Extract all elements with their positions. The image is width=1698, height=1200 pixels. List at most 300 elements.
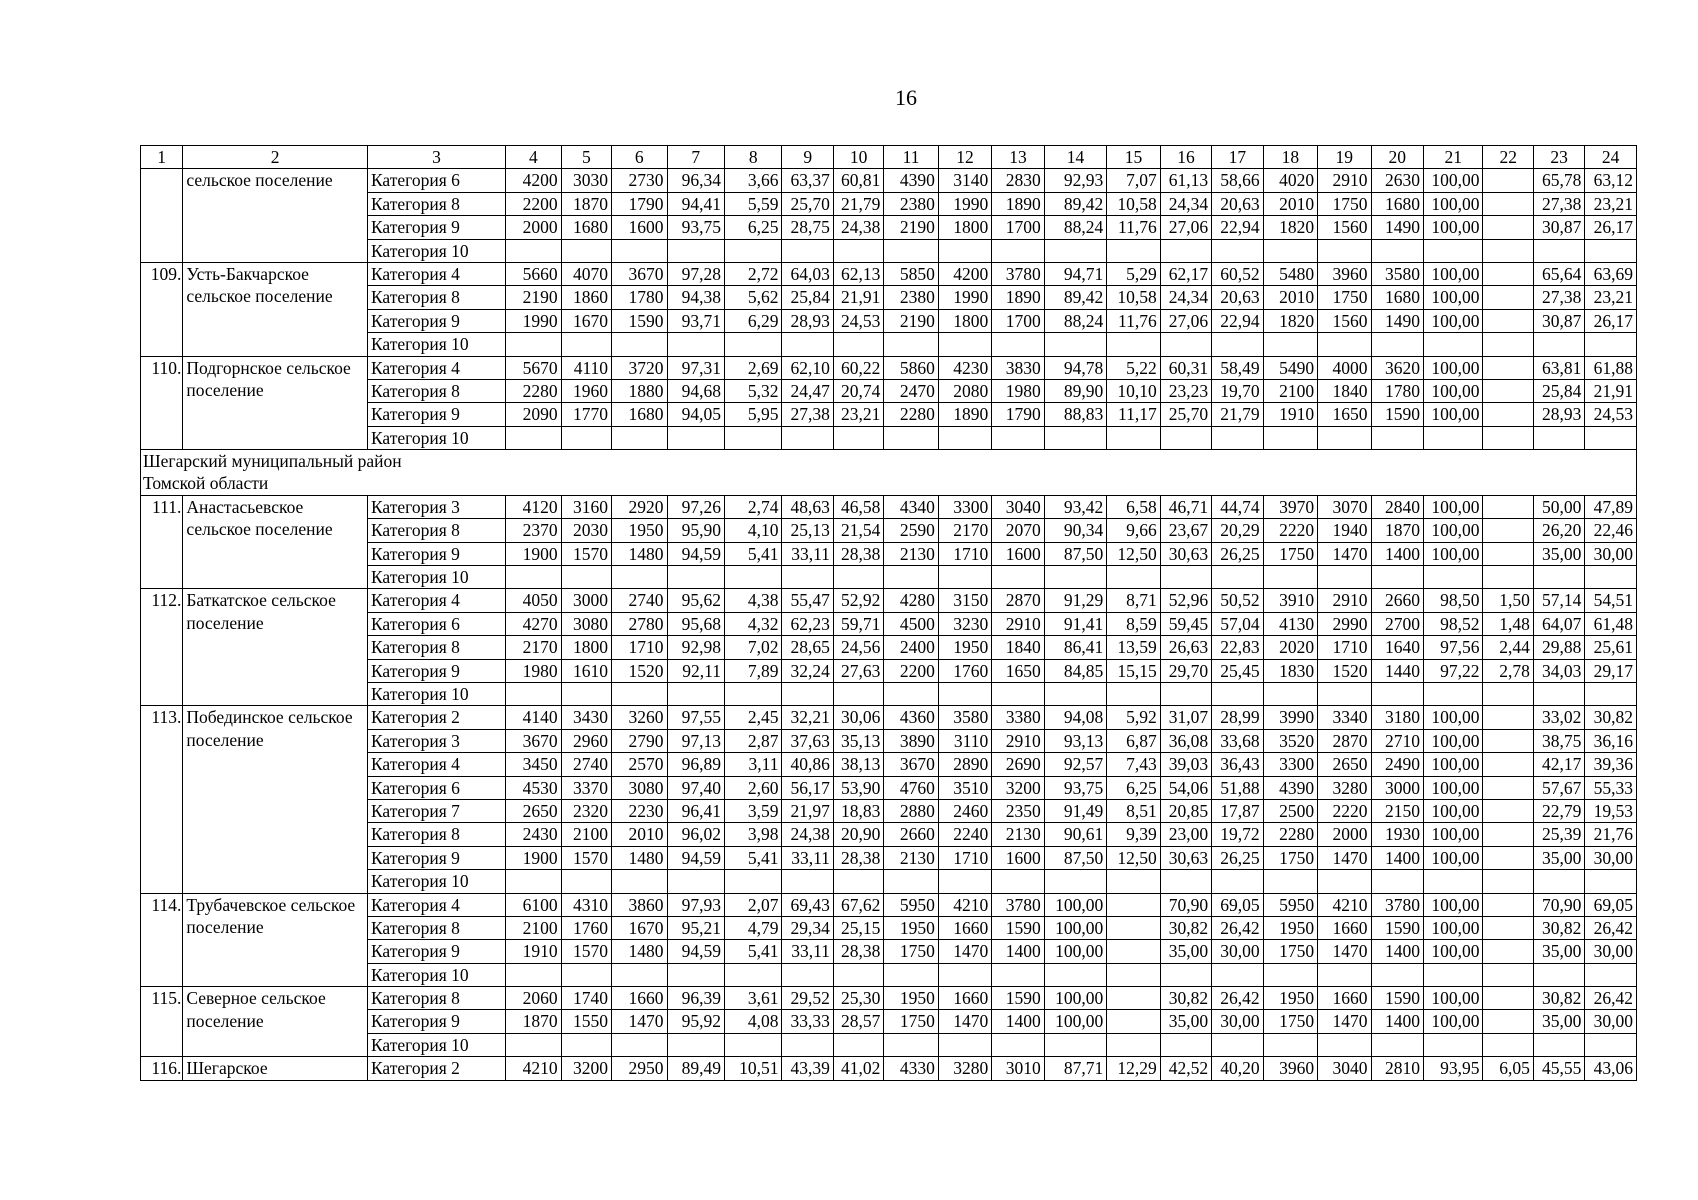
value-cell: 1400 [1371, 846, 1423, 869]
column-number: 18 [1263, 146, 1317, 169]
value-cell: 5860 [884, 356, 938, 379]
value-cell [1533, 1033, 1584, 1056]
value-cell: 3780 [1371, 893, 1423, 916]
value-cell: 100,00 [1423, 192, 1483, 215]
row-number: 109. [141, 262, 183, 356]
column-number: 19 [1318, 146, 1371, 169]
value-cell [1533, 870, 1584, 893]
value-cell [667, 683, 724, 706]
value-cell: 1750 [884, 1010, 938, 1033]
value-cell [1483, 286, 1533, 309]
value-cell: 1470 [938, 1010, 991, 1033]
value-cell: 46,71 [1160, 495, 1211, 518]
value-cell: 48,63 [782, 495, 833, 518]
column-number: 22 [1483, 146, 1533, 169]
value-cell: 35,00 [1533, 1010, 1584, 1033]
value-cell [833, 683, 883, 706]
category-cell: Категория 4 [367, 589, 505, 612]
value-cell: 25,45 [1212, 659, 1263, 682]
value-cell: 28,65 [782, 636, 833, 659]
value-cell: 5,92 [1107, 706, 1160, 729]
value-cell: 32,24 [782, 659, 833, 682]
value-cell: 8,51 [1107, 799, 1160, 822]
value-cell: 1890 [992, 192, 1044, 215]
value-cell [1371, 963, 1423, 986]
value-cell: 1800 [938, 309, 991, 332]
value-cell: 1870 [506, 1010, 561, 1033]
value-cell [1483, 566, 1533, 589]
value-cell: 1640 [1371, 636, 1423, 659]
value-cell: 8,59 [1107, 612, 1160, 635]
value-cell: 3030 [561, 169, 611, 192]
value-cell: 88,24 [1044, 309, 1107, 332]
value-cell: 100,00 [1423, 987, 1483, 1010]
value-cell: 2000 [1318, 823, 1371, 846]
value-cell: 2080 [938, 379, 991, 402]
value-cell: 100,00 [1044, 893, 1107, 916]
value-cell: 61,13 [1160, 169, 1211, 192]
value-cell: 1,48 [1483, 612, 1533, 635]
value-cell: 27,63 [833, 659, 883, 682]
value-cell: 100,00 [1423, 893, 1483, 916]
value-cell: 3670 [506, 729, 561, 752]
value-cell: 1680 [1371, 192, 1423, 215]
value-cell: 3380 [992, 706, 1044, 729]
value-cell: 1700 [992, 216, 1044, 239]
value-cell: 93,75 [1044, 776, 1107, 799]
value-cell: 3000 [1371, 776, 1423, 799]
value-cell: 94,05 [667, 403, 724, 426]
value-cell: 58,49 [1212, 356, 1263, 379]
value-cell: 11,17 [1107, 403, 1160, 426]
value-cell: 25,15 [833, 916, 883, 939]
value-cell: 30,63 [1160, 846, 1211, 869]
column-number: 16 [1160, 146, 1211, 169]
value-cell [561, 963, 611, 986]
value-cell: 2220 [1263, 519, 1317, 542]
value-cell: 60,81 [833, 169, 883, 192]
value-cell: 1990 [938, 192, 991, 215]
value-cell: 1660 [938, 916, 991, 939]
column-number: 12 [938, 146, 991, 169]
value-cell: 2380 [884, 192, 938, 215]
value-cell: 1480 [612, 940, 667, 963]
value-cell [1483, 519, 1533, 542]
value-cell [1160, 333, 1211, 356]
value-cell: 2730 [612, 169, 667, 192]
value-cell: 1400 [1371, 940, 1423, 963]
value-cell: 1660 [1318, 916, 1371, 939]
value-cell: 3960 [1263, 1057, 1317, 1080]
value-cell: 1840 [1318, 379, 1371, 402]
value-cell: 97,28 [667, 262, 724, 285]
value-cell [1423, 683, 1483, 706]
value-cell: 3010 [992, 1057, 1044, 1080]
row-number: 113. [141, 706, 183, 893]
value-cell: 1670 [561, 309, 611, 332]
value-cell: 87,71 [1044, 1057, 1107, 1080]
value-cell: 3370 [561, 776, 611, 799]
value-cell: 19,53 [1585, 799, 1637, 822]
value-cell: 28,38 [833, 940, 883, 963]
value-cell [506, 683, 561, 706]
value-cell: 1750 [884, 940, 938, 963]
value-cell [1318, 963, 1371, 986]
value-cell: 36,43 [1212, 753, 1263, 776]
value-cell [884, 566, 938, 589]
category-cell: Категория 9 [367, 846, 505, 869]
value-cell: 43,06 [1585, 1057, 1637, 1080]
value-cell: 4330 [884, 1057, 938, 1080]
value-cell: 100,00 [1044, 940, 1107, 963]
value-cell: 1480 [612, 846, 667, 869]
value-cell: 35,00 [1533, 542, 1584, 565]
value-cell: 6,29 [725, 309, 782, 332]
value-cell [1483, 753, 1533, 776]
value-cell: 18,83 [833, 799, 883, 822]
value-cell [1263, 1033, 1317, 1056]
value-cell: 4050 [506, 589, 561, 612]
column-number: 8 [725, 146, 782, 169]
value-cell: 30,87 [1533, 309, 1584, 332]
value-cell [725, 1033, 782, 1056]
value-cell: 2740 [612, 589, 667, 612]
value-cell [1160, 1033, 1211, 1056]
column-number: 7 [667, 146, 724, 169]
value-cell [1533, 683, 1584, 706]
value-cell: 1980 [506, 659, 561, 682]
value-cell [1263, 333, 1317, 356]
value-cell [1107, 239, 1160, 262]
value-cell: 2130 [884, 542, 938, 565]
value-cell: 4140 [506, 706, 561, 729]
value-cell: 2010 [612, 823, 667, 846]
value-cell: 36,16 [1585, 729, 1637, 752]
value-cell: 3960 [1318, 262, 1371, 285]
value-cell: 1470 [1318, 542, 1371, 565]
value-cell: 4,32 [725, 612, 782, 635]
value-cell: 100,00 [1423, 729, 1483, 752]
value-cell: 2280 [1263, 823, 1317, 846]
value-cell: 93,42 [1044, 495, 1107, 518]
value-cell: 69,05 [1585, 893, 1637, 916]
value-cell [667, 1033, 724, 1056]
value-cell [1371, 333, 1423, 356]
value-cell: 6100 [506, 893, 561, 916]
value-cell: 1870 [561, 192, 611, 215]
column-number: 5 [561, 146, 611, 169]
value-cell: 26,25 [1212, 542, 1263, 565]
value-cell: 20,90 [833, 823, 883, 846]
value-cell: 41,02 [833, 1057, 883, 1080]
value-cell: 4,10 [725, 519, 782, 542]
value-cell [506, 239, 561, 262]
value-cell: 12,29 [1107, 1057, 1160, 1080]
value-cell: 2170 [938, 519, 991, 542]
value-cell: 5,41 [725, 940, 782, 963]
category-cell: Категория 4 [367, 753, 505, 776]
value-cell: 30,00 [1585, 542, 1637, 565]
value-cell: 70,90 [1160, 893, 1211, 916]
value-cell: 60,22 [833, 356, 883, 379]
value-cell [1318, 870, 1371, 893]
value-cell: 100,00 [1423, 262, 1483, 285]
category-cell: Категория 4 [367, 356, 505, 379]
value-cell: 100,00 [1423, 403, 1483, 426]
value-cell: 1760 [561, 916, 611, 939]
value-cell: 1660 [612, 987, 667, 1010]
value-cell: 1550 [561, 1010, 611, 1033]
value-cell: 4390 [884, 169, 938, 192]
value-cell: 1930 [1371, 823, 1423, 846]
value-cell [725, 333, 782, 356]
value-cell: 2130 [884, 846, 938, 869]
value-cell: 98,50 [1423, 589, 1483, 612]
value-cell: 20,74 [833, 379, 883, 402]
value-cell: 5950 [884, 893, 938, 916]
category-cell: Категория 3 [367, 729, 505, 752]
value-cell: 1980 [992, 379, 1044, 402]
value-cell: 1670 [612, 916, 667, 939]
value-cell: 25,39 [1533, 823, 1584, 846]
value-cell [667, 566, 724, 589]
value-cell: 3300 [1263, 753, 1317, 776]
value-cell [1483, 192, 1533, 215]
value-cell: 2030 [561, 519, 611, 542]
value-cell: 6,87 [1107, 729, 1160, 752]
value-cell [1107, 940, 1160, 963]
value-cell [561, 1033, 611, 1056]
value-cell [884, 683, 938, 706]
value-cell: 3910 [1263, 589, 1317, 612]
value-cell [782, 333, 833, 356]
value-cell: 70,90 [1533, 893, 1584, 916]
value-cell: 1710 [938, 542, 991, 565]
category-cell: Категория 8 [367, 519, 505, 542]
value-cell [561, 239, 611, 262]
region-heading: Шегарский муниципальный район Томской области [141, 450, 1637, 496]
value-cell [506, 426, 561, 449]
value-cell: 100,00 [1423, 542, 1483, 565]
value-cell: 2910 [1318, 589, 1371, 612]
category-cell: Категория 10 [367, 963, 505, 986]
value-cell [612, 566, 667, 589]
value-cell: 4120 [506, 495, 561, 518]
value-cell [938, 683, 991, 706]
settlement-name: Трубачевское сельское поселение [183, 893, 368, 987]
value-cell: 96,34 [667, 169, 724, 192]
value-cell [1212, 683, 1263, 706]
value-cell: 12,50 [1107, 846, 1160, 869]
value-cell: 38,13 [833, 753, 883, 776]
value-cell: 4760 [884, 776, 938, 799]
value-cell: 94,59 [667, 940, 724, 963]
value-cell: 22,94 [1212, 309, 1263, 332]
value-cell [782, 963, 833, 986]
value-cell [833, 426, 883, 449]
value-cell [782, 566, 833, 589]
value-cell: 28,57 [833, 1010, 883, 1033]
value-cell: 52,92 [833, 589, 883, 612]
settlement-name: Подгорнское сельское поселение [183, 356, 368, 450]
value-cell: 9,39 [1107, 823, 1160, 846]
value-cell: 1830 [1263, 659, 1317, 682]
value-cell [1483, 169, 1533, 192]
value-cell: 22,46 [1585, 519, 1637, 542]
value-cell: 11,76 [1107, 216, 1160, 239]
value-cell: 21,54 [833, 519, 883, 542]
value-cell: 3000 [561, 589, 611, 612]
value-cell [1107, 1010, 1160, 1033]
value-cell: 1900 [506, 542, 561, 565]
value-cell: 1910 [1263, 403, 1317, 426]
value-cell: 2070 [992, 519, 1044, 542]
column-number: 24 [1585, 146, 1637, 169]
value-cell [992, 426, 1044, 449]
value-cell: 2690 [992, 753, 1044, 776]
value-cell: 1800 [938, 216, 991, 239]
row-number: 115. [141, 987, 183, 1057]
value-cell: 100,00 [1423, 356, 1483, 379]
value-cell: 29,70 [1160, 659, 1211, 682]
value-cell: 24,38 [833, 216, 883, 239]
value-cell: 3,59 [725, 799, 782, 822]
value-cell: 90,34 [1044, 519, 1107, 542]
value-cell: 1590 [1371, 403, 1423, 426]
value-cell: 24,53 [833, 309, 883, 332]
value-cell: 1400 [992, 940, 1044, 963]
value-cell: 3180 [1371, 706, 1423, 729]
column-number: 15 [1107, 146, 1160, 169]
value-cell: 2320 [561, 799, 611, 822]
value-cell [1533, 566, 1584, 589]
value-cell: 1910 [506, 940, 561, 963]
value-cell [938, 1033, 991, 1056]
value-cell: 4070 [561, 262, 611, 285]
value-cell [725, 963, 782, 986]
value-cell: 27,38 [782, 403, 833, 426]
value-cell: 30,00 [1585, 846, 1637, 869]
value-cell: 69,43 [782, 893, 833, 916]
value-cell [561, 333, 611, 356]
value-cell [1044, 333, 1107, 356]
value-cell [1044, 870, 1107, 893]
value-cell: 19,70 [1212, 379, 1263, 402]
value-cell: 24,38 [782, 823, 833, 846]
value-cell: 1470 [1318, 846, 1371, 869]
value-cell: 21,76 [1585, 823, 1637, 846]
value-cell [833, 963, 883, 986]
value-cell: 3280 [1318, 776, 1371, 799]
value-cell: 30,82 [1533, 916, 1584, 939]
row-number [141, 169, 183, 263]
category-cell: Категория 10 [367, 1033, 505, 1056]
value-cell: 2990 [1318, 612, 1371, 635]
category-cell: Категория 6 [367, 612, 505, 635]
value-cell: 3580 [1371, 262, 1423, 285]
value-cell [1107, 426, 1160, 449]
value-cell: 1490 [1371, 216, 1423, 239]
value-cell: 55,33 [1585, 776, 1637, 799]
value-cell: 2280 [506, 379, 561, 402]
value-cell: 89,49 [667, 1057, 724, 1080]
value-cell: 1600 [612, 216, 667, 239]
value-cell [561, 683, 611, 706]
value-cell: 5950 [1263, 893, 1317, 916]
value-cell [1371, 683, 1423, 706]
value-cell [1160, 870, 1211, 893]
category-cell: Категория 9 [367, 403, 505, 426]
value-cell: 62,23 [782, 612, 833, 635]
value-cell: 5,29 [1107, 262, 1160, 285]
value-cell [1483, 403, 1533, 426]
value-cell: 27,38 [1533, 286, 1584, 309]
value-cell: 3280 [938, 1057, 991, 1080]
value-cell: 4,79 [725, 916, 782, 939]
value-cell: 1950 [1263, 987, 1317, 1010]
value-cell: 5,62 [725, 286, 782, 309]
value-cell: 1400 [1371, 542, 1423, 565]
value-cell: 1680 [612, 403, 667, 426]
category-cell: Категория 6 [367, 776, 505, 799]
value-cell: 3670 [612, 262, 667, 285]
value-cell: 3140 [938, 169, 991, 192]
value-cell: 1760 [938, 659, 991, 682]
value-cell: 28,93 [782, 309, 833, 332]
value-cell: 100,00 [1423, 799, 1483, 822]
value-cell [1044, 963, 1107, 986]
value-cell: 94,08 [1044, 706, 1107, 729]
settlement-name: сельское поселение [183, 169, 368, 263]
value-cell: 3340 [1318, 706, 1371, 729]
value-cell [1585, 1033, 1637, 1056]
value-cell: 5490 [1263, 356, 1317, 379]
value-cell: 97,22 [1423, 659, 1483, 682]
value-cell [506, 870, 561, 893]
table-row [141, 893, 1637, 916]
value-cell: 2460 [938, 799, 991, 822]
value-cell: 2,72 [725, 262, 782, 285]
value-cell: 26,42 [1212, 916, 1263, 939]
value-cell: 30,82 [1160, 916, 1211, 939]
value-cell: 38,75 [1533, 729, 1584, 752]
value-cell: 96,89 [667, 753, 724, 776]
value-cell: 33,11 [782, 542, 833, 565]
value-cell: 94,78 [1044, 356, 1107, 379]
value-cell: 100,00 [1423, 823, 1483, 846]
value-cell: 100,00 [1423, 379, 1483, 402]
value-cell: 97,55 [667, 706, 724, 729]
value-cell: 92,93 [1044, 169, 1107, 192]
value-cell: 57,04 [1212, 612, 1263, 635]
value-cell [667, 239, 724, 262]
category-cell: Категория 3 [367, 495, 505, 518]
value-cell: 95,62 [667, 589, 724, 612]
value-cell: 3520 [1263, 729, 1317, 752]
value-cell: 26,42 [1212, 987, 1263, 1010]
value-cell [1585, 683, 1637, 706]
value-cell [1371, 426, 1423, 449]
category-cell: Категория 2 [367, 706, 505, 729]
column-number: 14 [1044, 146, 1107, 169]
value-cell [725, 683, 782, 706]
value-cell: 1470 [938, 940, 991, 963]
value-cell: 23,67 [1160, 519, 1211, 542]
value-cell: 3200 [992, 776, 1044, 799]
category-cell: Категория 8 [367, 823, 505, 846]
value-cell: 90,61 [1044, 823, 1107, 846]
value-cell [1318, 683, 1371, 706]
